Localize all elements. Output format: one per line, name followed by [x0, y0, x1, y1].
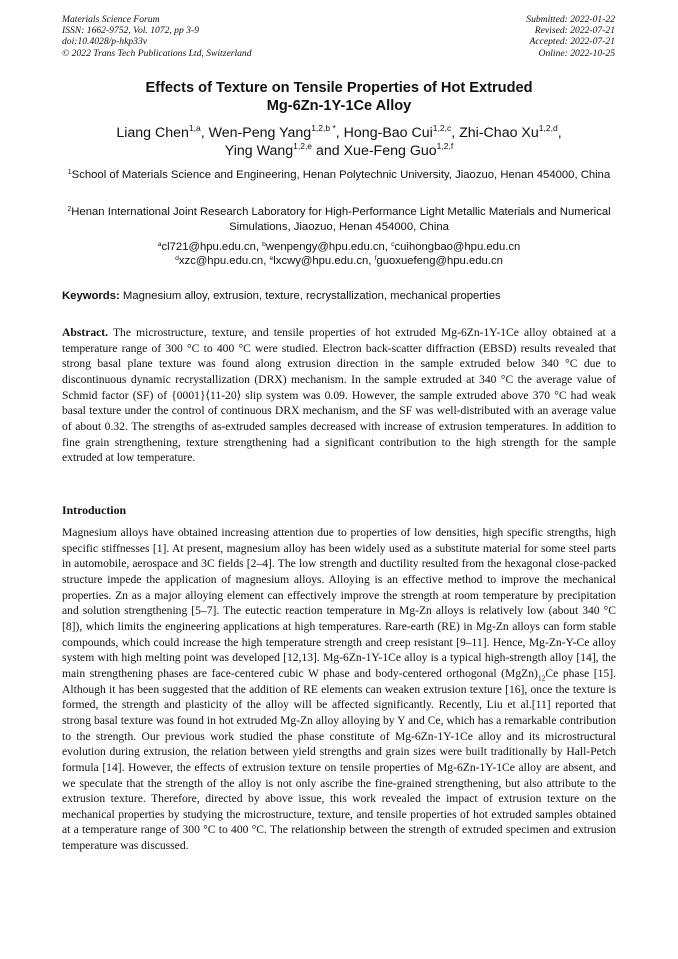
author-line: [60, 125, 618, 143]
email-address[interactable]: cl721@hpu.edu.cn: [161, 241, 256, 253]
email-address[interactable]: xzc@hpu.edu.cn: [178, 255, 264, 268]
author-name: Xue-Feng Guo: [343, 142, 437, 159]
date-accepted: Accepted: 2022-07-21: [529, 36, 615, 48]
author-affil-mark: 1,2,c: [432, 123, 452, 133]
affiliation-mark: 2: [67, 206, 72, 213]
author-affil-mark: 1,a: [188, 123, 201, 133]
affiliation-text: School of Materials Science and Engineering, Henan Polytechnic University, Jiaozuo, Henan 454000, China: [71, 169, 611, 181]
date-submitted: Submitted: 2022-01-22: [526, 14, 615, 25]
email-mark: b: [262, 241, 266, 248]
email-mark: a: [157, 241, 162, 248]
author-name: Liang Chen: [116, 125, 189, 141]
email-line: $^a$cl721@hpu.edu.cn, $^b$wenpengy@hpu.edu.cn, $^c$cuihongbao@hpu.edu.cn: [157, 241, 521, 253]
email-address[interactable]: lxcwy@hpu.edu.cn: [273, 255, 369, 268]
affiliation-1: [62, 168, 616, 183]
author-affil-mark: 1,2,e: [293, 140, 313, 151]
author-separator: ,: [200, 125, 209, 141]
author-line: [60, 140, 618, 161]
paper-title: [60, 80, 618, 115]
email-mark: f: [374, 255, 377, 263]
affiliation-text: Henan International Joint Research Laboratory for High-Performance Light Metallic Materials and Numerical Simulations, Jiaozuo, Henan 454000, China: [71, 206, 611, 233]
author-name: Hong-Bao Cui: [343, 125, 433, 141]
journal-copyright: © 2022 Trans Tech Publications Ltd, Switzerland: [62, 47, 252, 59]
journal-header-right: [526, 14, 615, 59]
author-separator: ,: [557, 125, 562, 141]
author-list: [60, 125, 618, 160]
section-heading-introduction: Introduction: [62, 503, 127, 517]
intro-text: Magnesium alloys have obtained increasing attention due to properties of low densities, high specific strengths, high specific stiffnesses [1]. At present, magnesium alloy has been widely used as a substitute material for some steel parts in automobile, aerospace and 3C fields [2–4]. The low strength and ductility resulted from the hexagonal close-packed structure impede the application of magnesium alloys. Alloying is an effective method to improve the mechanical properties. Zn as a major alloying element can effectively improve the strength at room temperature by precipitation and solution strengthening [5–7]. The eutectic reaction temperature in Mg-Zn alloys is relatively low (about 340 °C [8]), which limits the engineering applications at high temperatures. Rare-earth (RE) in Mg-Zn alloys can form stable compounds, which could increase the high temperature strength and creep resistant [9–11]. Hence, Mg-Zn-Y-Ce alloy system with high melting point was developed [12,13]. Mg-6Zn-1Y-1Ce alloy is a typical high-strength alloy [14], the main strengthening phases are face-centered cubic W phase and body-centered orthogonal (MgZn): [62, 526, 616, 680]
keywords: [62, 289, 618, 303]
keywords-label: Keywords:: [62, 290, 120, 302]
introduction-body: [62, 525, 616, 854]
email-line: $^d$xzc@hpu.edu.cn, $^e$lxcwy@hpu.edu.cn, $^f$guoxuefeng@hpu.edu.cn: [175, 255, 503, 268]
date-revised: Revised: 2022-07-21: [534, 25, 615, 37]
author-affil-mark: 1,2,b *: [311, 123, 336, 133]
date-online: Online: 2022-10-25: [538, 47, 615, 59]
email-mark: d: [175, 255, 179, 263]
author-name: Ying Wang: [224, 142, 294, 159]
email-list: [62, 240, 616, 269]
title-line: Mg-6Zn-1Y-1Ce Alloy: [266, 97, 412, 114]
author-separator: ,: [335, 125, 344, 141]
author-affil-mark: 1,2,d: [538, 123, 558, 133]
title-line: Effects of Texture on Tensile Properties of Hot Extruded: [145, 80, 533, 96]
email-address[interactable]: cuihongbao@hpu.edu.cn: [394, 241, 521, 253]
keywords-text: Magnesium alloy, extrusion, texture, recrystallization, mechanical properties: [122, 290, 501, 302]
author-name: Zhi-Chao Xu: [459, 125, 539, 141]
email-mark: e: [269, 255, 274, 263]
journal-header-left: [62, 14, 252, 59]
journal-name: Materials Science Forum: [62, 14, 160, 25]
email-mark: c: [391, 241, 395, 248]
author-affil-mark: 1,2,f: [436, 140, 454, 151]
email-address[interactable]: wenpengy@hpu.edu.cn: [265, 241, 385, 253]
affiliation-2: [62, 205, 616, 234]
email-address[interactable]: guoxuefeng@hpu.edu.cn: [376, 255, 503, 268]
intro-text: Ce phase [15]. Although it has been suggested that the addition of RE elements can weaken extrusion texture [16], once the texture is formed, the strength and plasticity of the alloy will be affected significantly. Recently, Liu et al.[11] reported that strong basal texture was found in hot extruded Mg-Zn alloy alloying by Y and Ce, which has a remarkable contribution to the strength. Our previous work studied the phase constitute of Mg-6Zn-1Y-1Ce alloy and its microstructural evolution during extrusion, the relation between yield strengths and grain sizes were built traditionally by Hall-Petch formula [14]. However, the effects of extrusion texture on tensile properties of Mg-6Zn-1Y-1Ce alloy are absent, and we speculate that the strength of the alloy is not only ascribe the fine-grained strengthening, but also attribute to the extrusion texture. Therefore, directed by above issue, this work revealed the impact of extrusion texture on the mechanical properties by studying the microstructure, texture, and tensile properties of hot extruded samples obtained at a temperature range of 300 °C to 400 °C. The relationship between the strength of extruded specimen and extrusion temperature was discussed.: [62, 666, 616, 853]
abstract-label: Abstract.: [62, 326, 109, 339]
author-separator: and: [312, 142, 344, 159]
author-separator: ,: [451, 125, 460, 141]
abstract-text: The microstructure, texture, and tensile properties of hot extruded Mg-6Zn-1Y-1Ce alloy obtained at a temperature range of 300 °C to 400 °C were studied. Electron back-scatter diffraction (EBSD) results revealed that strong basal plane texture was found along extrusion direction in the sample extruded below 340 °C due to discontinuous dynamic recrystallization (DRX) mechanism. In the sample extruded at 340 °C the average value of Schmid factor (SF) of {0001}⟨11-20⟩ slip system was 0.09. However, the sample extruded above 370 °C had weak basal texture under the control of continuous DRX mechanism, and the SF was well-distributed with an average value of about 0.32. The strengths of as-extruded samples decreased with increase of extrusion temperatures. In addition to fine grain strengthening, texture strengthening had a significant contribution to the high strength for the sample extruded at low temperature.: [62, 326, 616, 465]
journal-doi: doi:10.4028/p-hkp33v: [62, 36, 147, 48]
journal-issn: ISSN: 1662-9752, Vol. 1072, pp 3-9: [62, 25, 199, 37]
author-name: Wen-Peng Yang: [208, 125, 312, 141]
affiliation-mark: 1: [67, 169, 72, 176]
abstract: [62, 325, 616, 466]
intro-subscript: 12: [537, 673, 546, 683]
